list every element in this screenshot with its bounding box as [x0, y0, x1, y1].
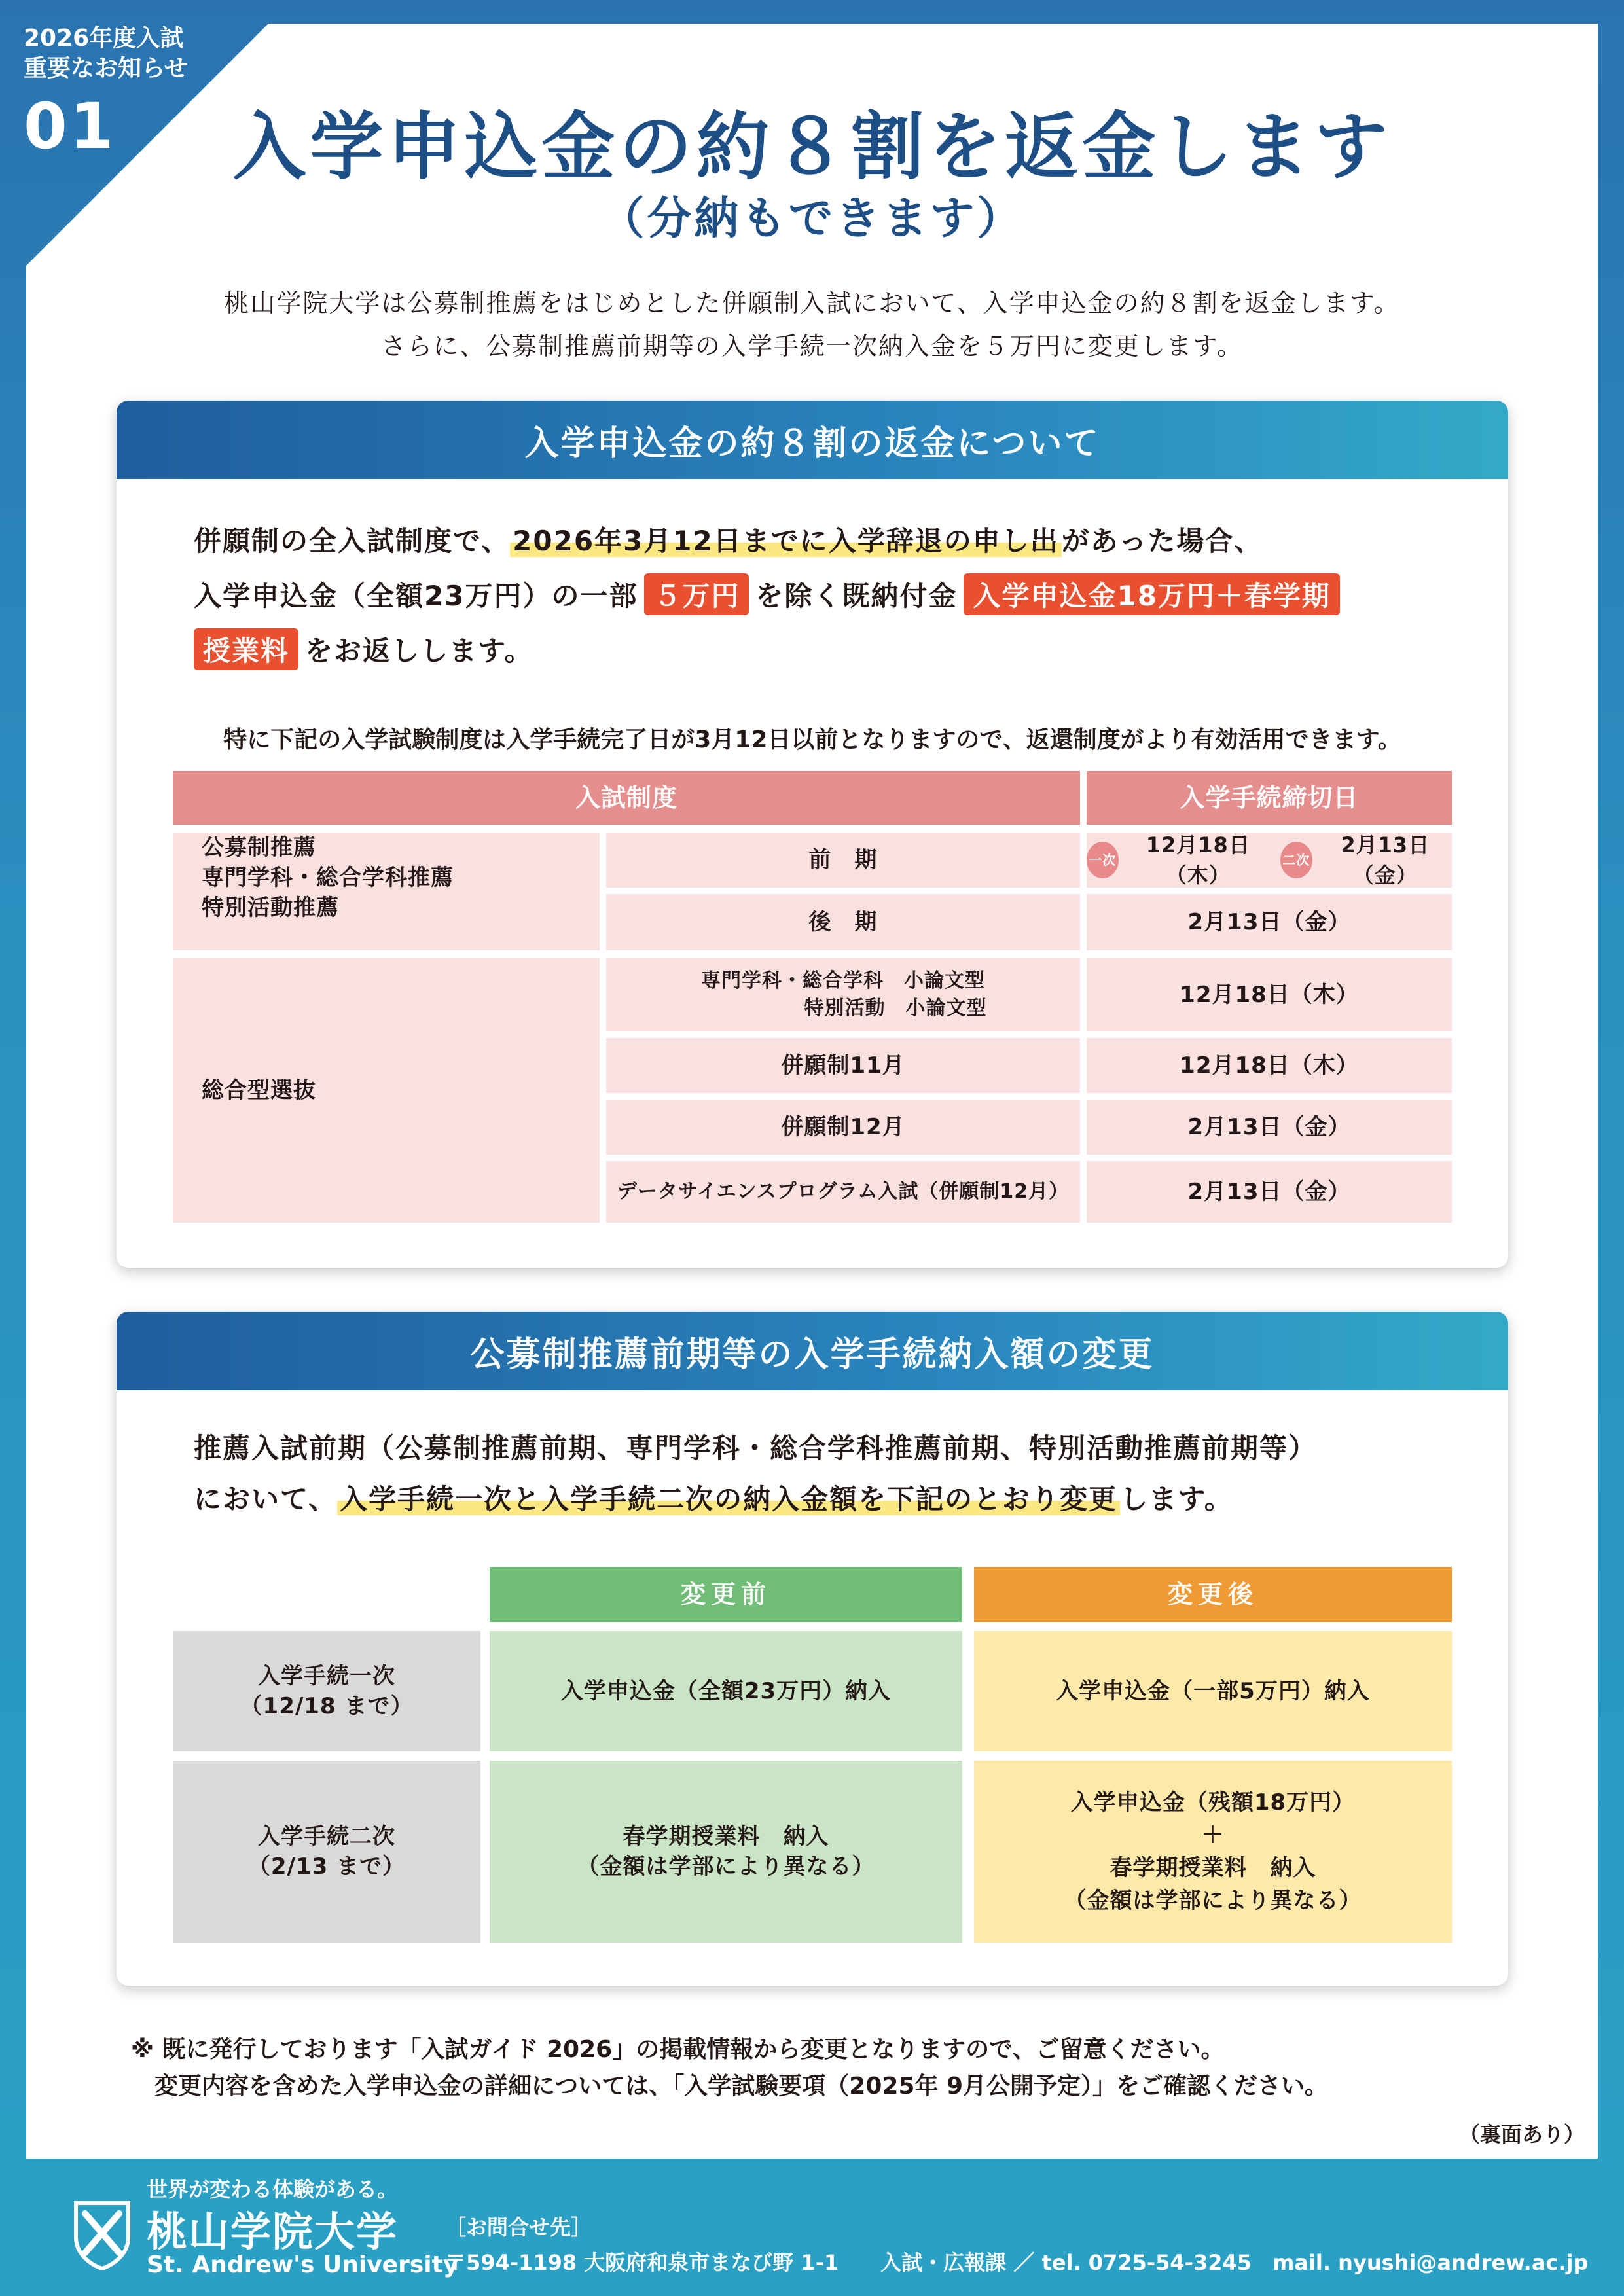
payment-paragraph-line-1: 推薦入試前期（公募制推薦前期、専門学科・総合学科推薦前期、特別活動推薦前期等） — [194, 1432, 1318, 1464]
page-subtitle: （分納もできます） — [600, 192, 1024, 245]
row-label-line: （12/18 まで） — [240, 1693, 414, 1719]
group-line: 特別活動推薦 — [202, 895, 339, 921]
group-line: 専門学科・総合学科推薦 — [202, 865, 454, 891]
refund-amount-tag: 入学申込金18万円＋春学期 — [964, 573, 1339, 615]
refund-paragraph-line-2 — [194, 573, 1346, 615]
deadline-essay: 12月18日（木） — [1087, 958, 1452, 1031]
row-label-line: 入学手続二次 — [258, 1823, 395, 1850]
text-segment: において、 — [194, 1483, 338, 1515]
row-label-line: 入学手続一次 — [258, 1663, 395, 1689]
text-segment: します。 — [1120, 1483, 1233, 1515]
table-row-nov: 併願制11月 — [606, 1038, 1080, 1093]
cell-line: 春学期授業料 納入 — [623, 1823, 829, 1850]
university-name: 桃山学院大学 — [147, 2208, 399, 2255]
university-name-en: St. Andrew's University — [147, 2251, 459, 2278]
table-row-datascience: データサイエンスプログラム入試（併願制12月） — [606, 1161, 1080, 1223]
refund-section-heading: 入学申込金の約８割の返金について — [117, 401, 1508, 479]
row-label-first — [173, 1631, 480, 1751]
page-title: 入学申込金の約８割を返金します — [232, 104, 1392, 190]
university-crest-icon — [71, 2199, 134, 2270]
table-row-zenki: 前 期 — [606, 833, 1080, 888]
highlight-deadline: 2026年3月12日までに入学辞退の申し出 — [510, 525, 1062, 557]
back-side-note: （裏面あり） — [1458, 2122, 1585, 2147]
deadline-zenki — [1087, 833, 1452, 888]
amount-tag-5man: ５万円 — [644, 573, 749, 615]
table-header-system: 入試制度 — [173, 771, 1080, 825]
after-first: 入学申込金（一部5万円）納入 — [974, 1631, 1452, 1751]
cell-line: ＋ — [1201, 1822, 1225, 1848]
refund-note: 特に下記の入学試験制度は入学手続完了日が3月12日以前となりますので、返還制度がより有効活用できます。 — [223, 726, 1401, 753]
table-row-dec: 併願制12月 — [606, 1100, 1080, 1155]
after-second — [974, 1761, 1452, 1943]
tagline: 世界が変わる体験がある。 — [147, 2177, 399, 2202]
footnote-line: ※ 既に発行しております「入試ガイド 2026」の掲載情報から変更となりますので、ご留意ください。 — [131, 2036, 1225, 2063]
refund-paragraph-line-3 — [187, 628, 533, 670]
group-comprehensive: 総合型選抜 — [173, 958, 600, 1223]
highlight-change: 入学手続一次と入学手続二次の納入金額を下記のとおり変更 — [337, 1483, 1120, 1515]
footer — [0, 2159, 1624, 2296]
contact-info: 〒594-1198 大阪府和泉市まなび野 1-1 入試・広報課 ／ tel. 0725-54-3245 mail. nyushi@andrew.ac.jp — [445, 2250, 1589, 2275]
table-row-kouki: 後 期 — [606, 894, 1080, 950]
intro-line-1: 桃山学院大学は公募制推薦をはじめとした併願制入試において、入学申込金の約８割を返金します。 — [224, 289, 1400, 317]
row-label-line: （2/13 まで） — [247, 1854, 406, 1880]
deadline-date: 12月18日（木） — [1146, 833, 1250, 888]
corner-year: 2026年度入試 — [24, 25, 184, 52]
tuition-tag: 授業料 — [194, 628, 298, 670]
deadline-date: 2月13日（金） — [1341, 833, 1430, 888]
payment-paragraph-line-2 — [194, 1478, 1233, 1517]
text-segment: 併願制の全入試制度で、 — [194, 525, 511, 557]
text-segment: をお返しします。 — [305, 635, 533, 667]
footnote — [131, 2032, 1328, 2105]
intro-line-2: さらに、公募制推薦前期等の入学手続一次納入金を５万円に変更します。 — [381, 332, 1243, 361]
refund-section — [117, 401, 1508, 1268]
cell-line: （金額は学部により異なる） — [1064, 1888, 1362, 1914]
corner-number: 01 — [24, 90, 117, 163]
row-label-second — [173, 1761, 480, 1943]
text-segment: を除く既納付金 — [755, 580, 958, 612]
text-segment: があった場合、 — [1061, 525, 1263, 557]
table-header-deadline: 入学手続締切日 — [1087, 771, 1452, 825]
deadline-dec: 2月13日（金） — [1087, 1100, 1452, 1155]
intro-text — [0, 281, 1624, 368]
table-header-before: 変更前 — [490, 1567, 962, 1622]
contact-heading: ［お問合せ先］ — [445, 2215, 592, 2240]
payment-change-heading: 公募制推薦前期等の入学手続納入額の変更 — [117, 1312, 1508, 1390]
table-header-after: 変更後 — [974, 1567, 1452, 1622]
footnote-line: 変更内容を含めた入学申込金の詳細については、「入学試験要項（2025年 9月公開予定）」をご確認ください。 — [131, 2073, 1329, 2100]
group-line: 公募制推薦 — [202, 834, 316, 861]
corner-label: 重要なお知らせ — [24, 55, 188, 82]
before-second — [490, 1761, 962, 1943]
cell-line: 入学申込金（残額18万円） — [1070, 1789, 1356, 1816]
deadline-kouki: 2月13日（金） — [1087, 894, 1452, 950]
group-recommendation — [173, 833, 600, 950]
row-name-line: 専門学科・総合学科 小論文型 — [701, 969, 985, 992]
cell-line: （金額は学部により異なる） — [577, 1854, 875, 1880]
before-first: 入学申込金（全額23万円）納入 — [490, 1631, 962, 1751]
text-segment: 入学申込金（全額23万円）の一部 — [194, 580, 638, 612]
deadline-nov: 12月18日（木） — [1087, 1038, 1452, 1093]
table-row-essay — [606, 958, 1080, 1031]
row-name-line: 特別活動 小論文型 — [804, 997, 987, 1020]
deadline-datascience: 2月13日（金） — [1087, 1161, 1452, 1223]
first-stage-badge: 一次 — [1087, 842, 1119, 878]
cell-line: 春学期授業料 納入 — [1110, 1855, 1316, 1881]
refund-paragraph-line-1 — [194, 520, 1263, 559]
payment-change-section — [117, 1312, 1508, 1986]
second-stage-badge: 二次 — [1280, 842, 1312, 878]
